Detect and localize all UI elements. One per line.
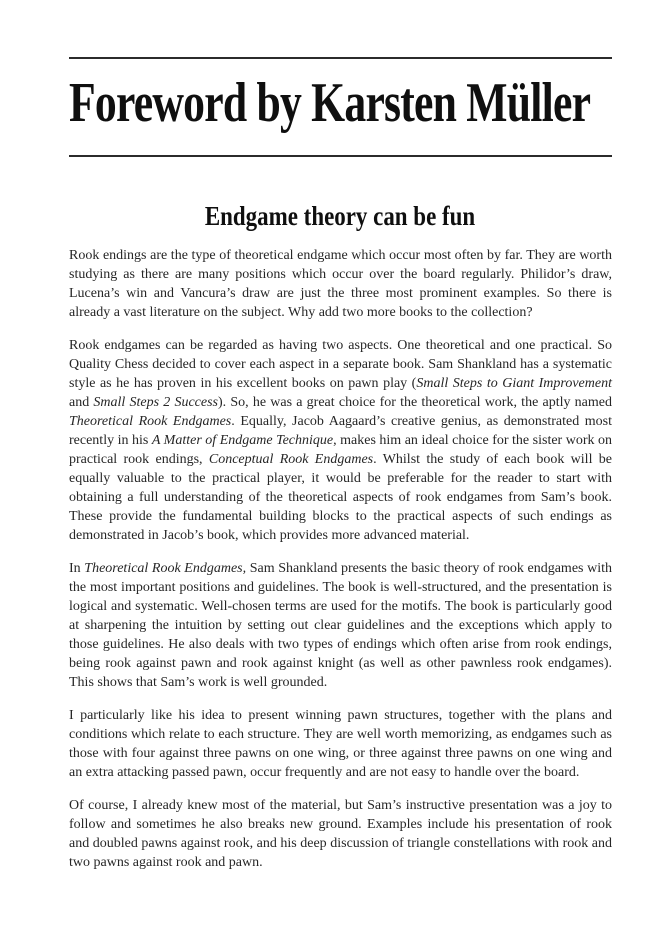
body-paragraph [69,706,612,782]
text-run: . Whilst the study of each book will be equally valuable to the practical player, it would be preferable for the reader to start with obtaining a full understanding of the theoretical aspects of rook endgames from Sam’s book. These provide the fundamental building blocks to the practical aspects of such endings as demonstrated in Jacob’s book, which provides more advanced material. [69,451,612,543]
italic-book-title-run: Small Steps to Giant Improvement [416,375,612,391]
section-heading-text: Endgame theory can be fun [205,200,476,231]
text-run: . Equally, Jacob Aagaard’s creative genius, as demonstrated most recently in his [69,413,612,448]
body-paragraph [69,336,612,545]
section-heading [69,201,612,232]
italic-book-title-run: Small Steps 2 Success [93,394,219,410]
page-title-text: Foreword by Karsten Müller [69,72,591,134]
italic-book-title-run: Theoretical Rook Endgames [69,413,232,429]
italic-book-title-run: A Matter of Endgame Technique [151,432,334,448]
text-run: I particularly like his idea to present winning pawn structures, together with the plans and conditions which relate to each structure. They are well worth memorizing, as endgames such as those with four against three pawns on one wing, or three against three pawns on one wing and an extra attacking passed pawn, occur frequently and are not easy to handle over the board. [69,707,612,780]
italic-book-title-run: Conceptual Rook Endgames [208,451,374,467]
text-run: ). So, he was a great choice for the theoretical work, the aptly named [218,394,612,410]
body-paragraph [69,559,612,692]
text-run: and [69,394,94,410]
text-run: Of course, I already knew most of the material, but Sam’s instructive presentation was a joy to follow and sometimes he also breaks new ground. Examples include his presentation of rook and doubled pawns against rook, and his deep discussion of triangle constellations with rook and two pawns against rook and pawn. [69,797,612,870]
italic-book-title-run: Theoretical Rook Endgames, [84,560,247,576]
text-run: , makes him an ideal choice for the sister work on practical rook endings, [69,432,613,467]
body-paragraph [69,796,612,872]
top-rule [69,57,612,59]
text-run: In [69,560,85,576]
text-run: Rook endings are the type of theoretical endgame which occur most often by far. They are worth studying as there are many positions which occur over the board regularly. Philidor’s draw, Lucena’s win and Vancura’s draw are just the three most prominent examples. So there is already a vast literature on the subject. Why add two more books to the collection? [69,247,612,320]
foreword-body [69,246,612,872]
text-run: Sam Shankland presents the basic theory of rook endgames with the most important positions and guidelines. The book is well-structured, and the presentation is logical and systematic. Well-chosen terms are used for the motifs. The book is particularly good at sharpening the intuition by setting out clear guidelines and the exceptions which apply to those guidelines. He also deals with two types of endings which often arise from rook endings, being rook against pawn and rook against knight (as well as other pawnless rook endgames). This shows that Sam’s work is well grounded. [69,560,612,690]
text-run: Rook endgames can be regarded as having two aspects. One theoretical and one practical. So Quality Chess decided to cover each aspect in a separate book. Sam Shankland has a systematic style as he has proven in his excellent books on pawn play ( [69,337,612,391]
title-rule [69,155,612,157]
body-paragraph [69,246,612,322]
page-title [69,72,612,135]
